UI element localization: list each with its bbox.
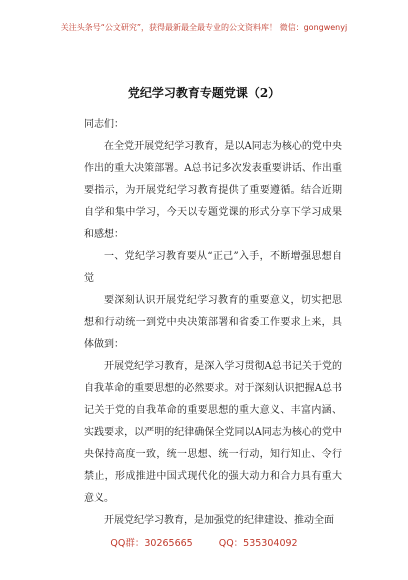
paragraph-continued: 开展党纪学习教育，是加强党的纪律建设、推动全面 bbox=[104, 515, 334, 526]
footer-qq-group: QQ群：30265665 bbox=[110, 538, 193, 549]
document-title: 党纪学习教育专题党课（2） bbox=[127, 86, 281, 100]
footer-qq: QQ：535304092 bbox=[218, 538, 298, 549]
footer-contacts bbox=[0, 535, 408, 549]
paragraph-significance: 开展党纪学习教育，是深入学习贯彻A总书记关于党的自我革命的重要思想的必然要求。对于深刻认识把握A总书记关于党的自我革命的重要思想的重大意义、丰富内涵、实践要求，以严明的纪律确保全党同以A同志为核心的党中央保持高度一致，统一思想、统一行动，知行知止、令行禁止，形成推进中国式现代化的强大动力和合力具有重大意义。 bbox=[84, 361, 342, 504]
paragraph-intro: 在全党开展党纪学习教育，是以A同志为核心的党中央作出的重大决策部署。A总书记多次发表重要讲话、作出重要指示，为开展党纪学习教育提供了重要遵循。结合近期自学和集中学习，今天以专题党课的形式分享下学习成果和感想： bbox=[84, 141, 342, 240]
section-heading-1: 一、党纪学习教育要从“正己”入手，不断增强思想自觉 bbox=[84, 251, 342, 284]
salutation: 同志们： bbox=[84, 119, 124, 130]
header-notice: 关注头条号“公文研究”，获得最新最全最专业的公文资料库！ 微信：gongwenyj bbox=[60, 23, 348, 32]
paragraph-requirement: 要深刻认识开展党纪学习教育的重要意义，切实把思想和行动统一到党中央决策部署和省委工作要求上来，具体做到： bbox=[84, 295, 342, 350]
document-body bbox=[84, 114, 342, 532]
